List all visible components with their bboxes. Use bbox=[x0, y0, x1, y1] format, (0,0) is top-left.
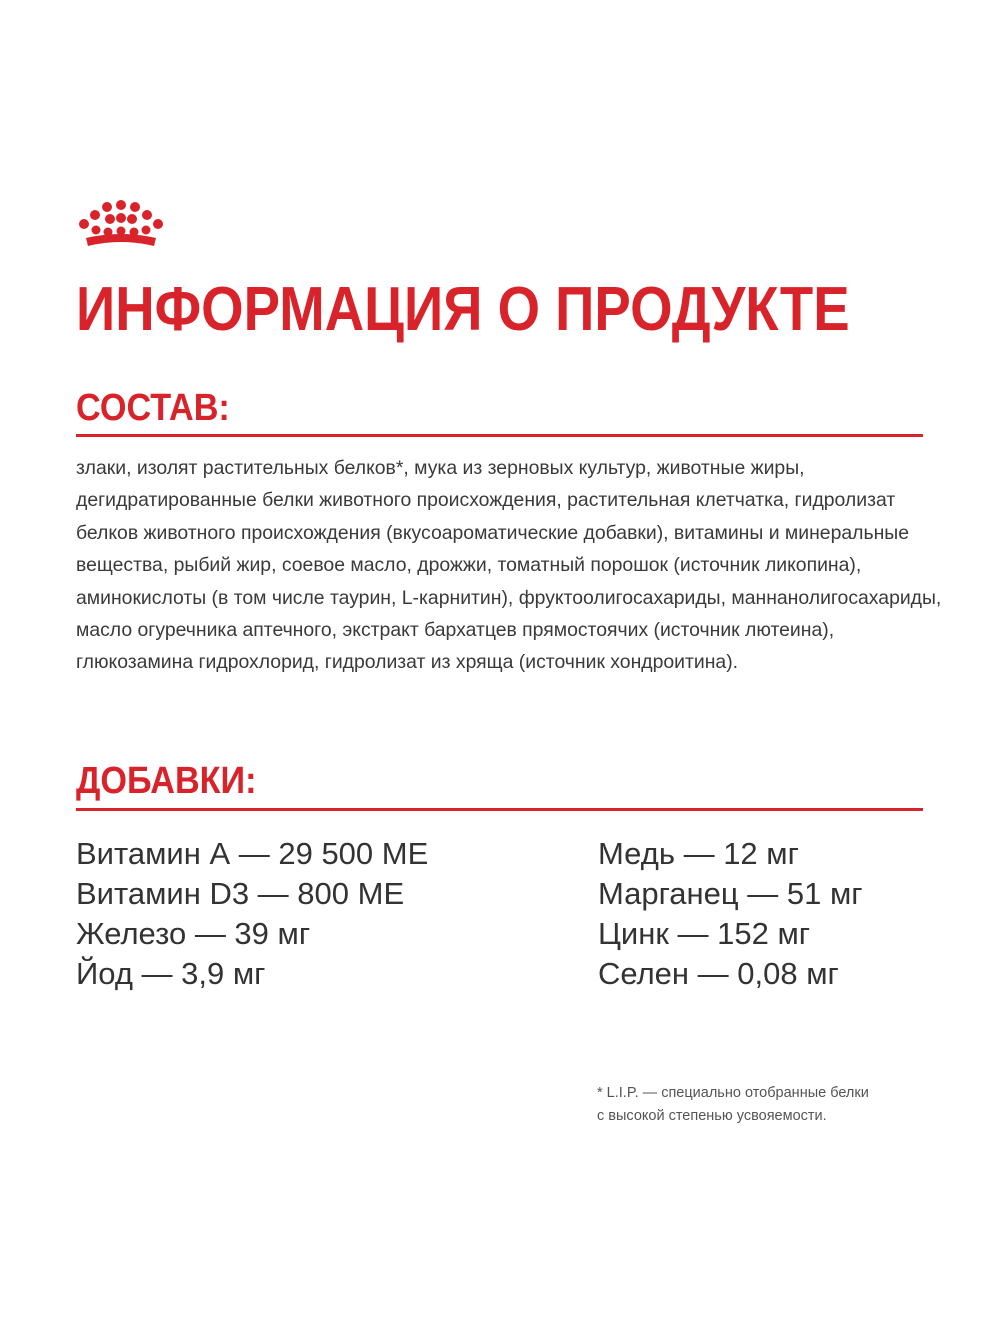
additive-item: Цинк — 152 мг bbox=[598, 916, 811, 951]
composition-text: злаки, изолят растительных белков*, мука из зерновых культур, животные жиры, дегидратированные белки животного происхождения, растительная клетчатка, гидролизат белков животного происхождения (вкусоароматические добавки), витамины и минеральные вещества, рыбий жир, соевое масло, дрожжи, томатный порошок (источник ликопина), аминокислоты (в том числе таурин, L-карнитин), фруктоолигосахариды, маннанолигосахариды, масло огуречника аптечного, экстракт бархатцев прямостоячих (источник лютеина), глюкозамина гидрохлорид, гидролизат из хряща (источник хондроитина). bbox=[76, 457, 942, 674]
additive-item: Железо — 39 мг bbox=[76, 916, 311, 951]
additives-divider bbox=[76, 808, 923, 811]
additive-item: Медь — 12 мг bbox=[598, 836, 799, 871]
composition-divider bbox=[76, 434, 923, 437]
additive-item: Витамин А — 29 500 МЕ bbox=[76, 836, 429, 871]
additives-list-right bbox=[598, 834, 863, 994]
additive-item: Йод — 3,9 мг bbox=[76, 956, 266, 991]
additive-item: Селен — 0,08 мг bbox=[598, 956, 839, 991]
footnote bbox=[597, 1082, 957, 1128]
footnote-line: с высокой степенью усвояемости. bbox=[597, 1108, 827, 1124]
additive-item: Марганец — 51 мг bbox=[598, 876, 863, 911]
page-title: ИНФОРМАЦИЯ О ПРОДУКТЕ bbox=[76, 275, 850, 344]
additives-list-left bbox=[76, 834, 428, 994]
additive-item: Витамин D3 — 800 МЕ bbox=[76, 876, 405, 911]
crown-icon bbox=[78, 200, 164, 252]
additives-heading: ДОБАВКИ: bbox=[76, 760, 257, 802]
footnote-line: * L.I.P. — специально отобранные белки bbox=[597, 1085, 869, 1101]
composition-heading: СОСТАВ: bbox=[76, 387, 230, 429]
